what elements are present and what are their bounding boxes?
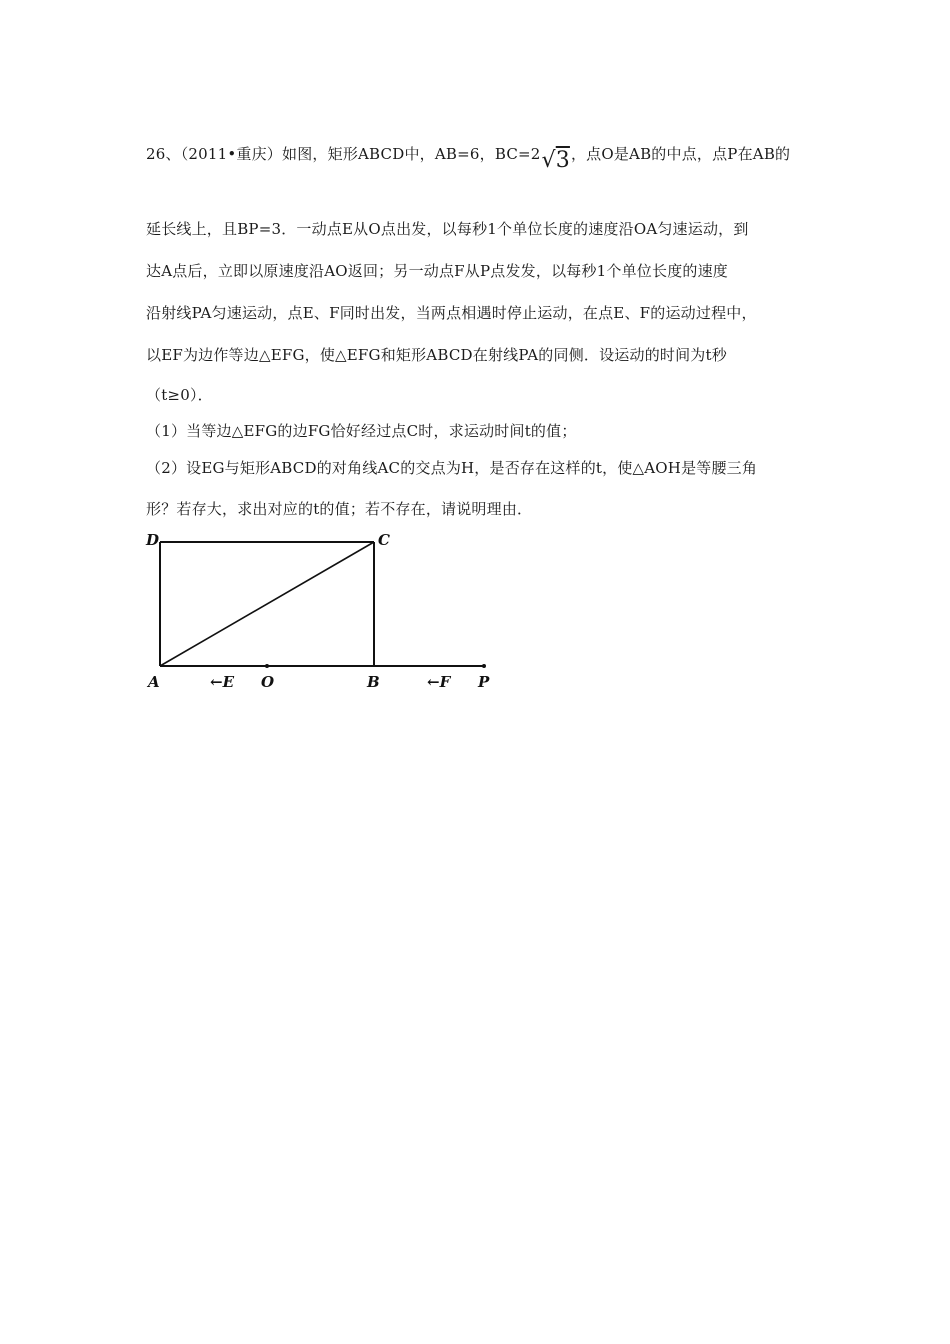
question-2-line-1: （2）设EG与矩形ABCD的对角线AC的交点为H，是否存在这样的t，使△AOH是等腰三角 [146, 459, 758, 477]
point-o [265, 664, 269, 668]
label-e: ←E [210, 673, 235, 691]
geometry-figure [140, 525, 510, 697]
diagonal-ac [160, 542, 374, 666]
label-f: ←F [427, 673, 451, 691]
sqrt-radicand: 3 [555, 148, 570, 173]
label-b: B [367, 673, 380, 691]
question-2-line-2: 形？若存大，求出对应的t的值；若不存在，请说明理由． [146, 500, 533, 518]
label-p: P [478, 673, 490, 691]
problem-line-2: 延长线上，且BP=3．一动点E从O点出发，以每秒1个单位长度的速度沿OA匀速运动，到 [146, 220, 749, 238]
problem-text-1b: ，点O是AB的中点，点P在AB的 [570, 145, 791, 163]
label-o: O [261, 673, 275, 691]
point-p [482, 664, 486, 668]
label-a: A [148, 673, 160, 691]
label-c: C [378, 531, 390, 549]
problem-line-4: 沿射线PA匀速运动，点E、F同时出发，当两点相遇时停止运动，在点E、F的运动过程中， [146, 304, 757, 322]
problem-line-5: 以EF为边作等边△EFG，使△EFG和矩形ABCD在射线PA的同侧．设运动的时间为t秒 [146, 346, 727, 364]
problem-line-3: 达A点后，立即以原速度沿AO返回；另一动点F从P点发发，以每秒1个单位长度的速度 [146, 262, 729, 280]
question-1: （1）当等边△EFG的边FG恰好经过点C时，求运动时间t的值； [146, 422, 577, 440]
problem-number: 26、 [146, 145, 181, 163]
sqrt-expression [542, 148, 570, 173]
problem-line-6: （t≥0）． [146, 386, 213, 404]
problem-line-1 [146, 140, 791, 173]
sqrt-sign: √ [541, 148, 556, 173]
problem-text-1a: 如图，矩形ABCD中，AB=6，BC=2 [282, 145, 541, 163]
problem-source: （2011•重庆） [180, 145, 283, 163]
label-d: D [146, 531, 160, 549]
